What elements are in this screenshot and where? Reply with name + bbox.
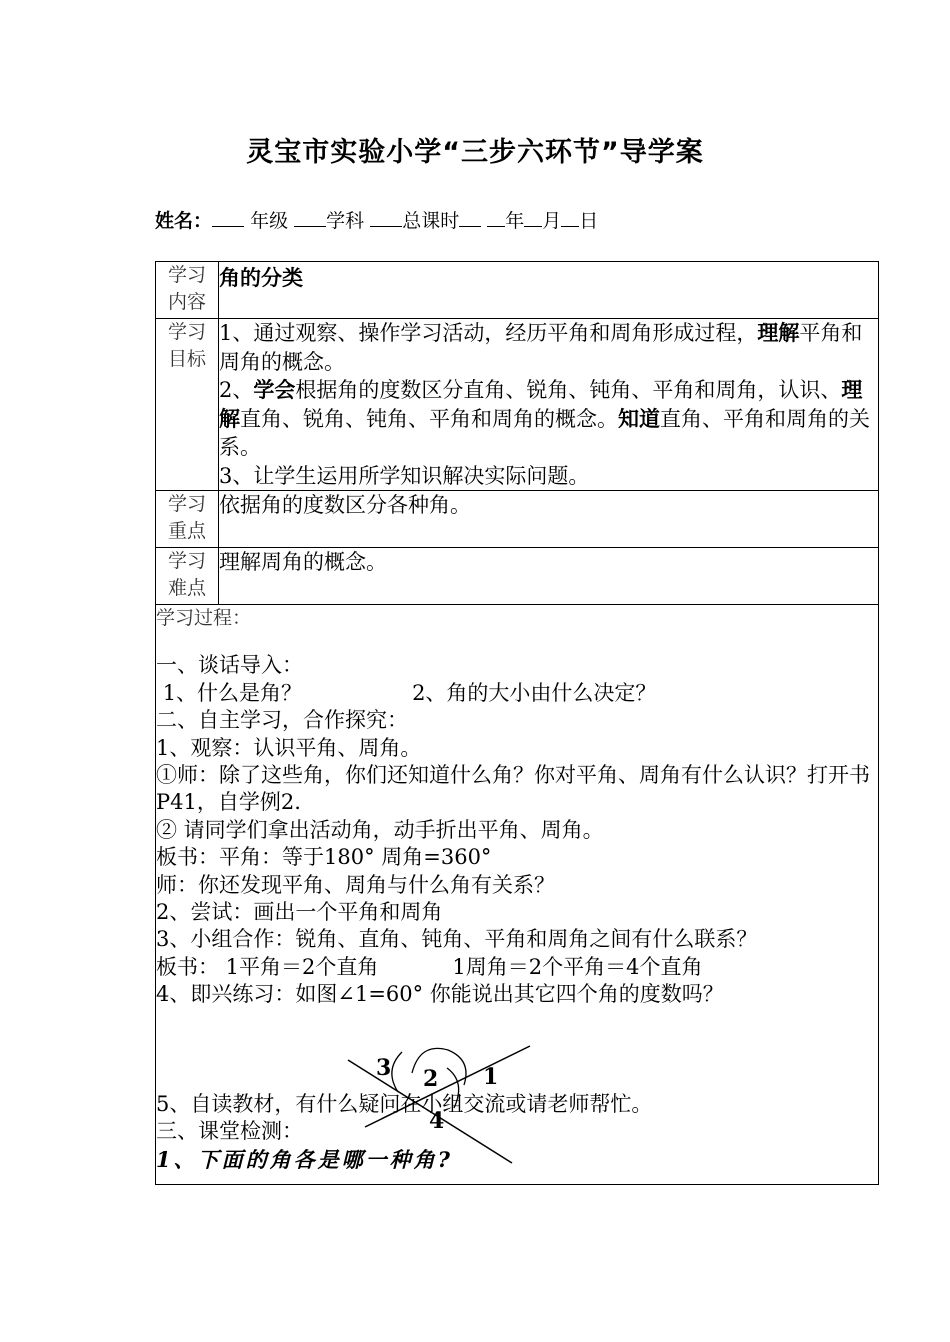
test-question-1: 1、下面的角各是哪一种角?: [156, 1146, 453, 1172]
process-heading: 学习过程：: [156, 607, 252, 629]
angle-label-2: 2: [423, 1066, 439, 1092]
section-test: 三、课堂检测：: [156, 1119, 303, 1144]
key-label: 学习 重点: [156, 491, 219, 548]
intro-questions: 1、什么是角？ 2、角的大小由什么决定？: [162, 680, 657, 705]
angle-1-arc: [447, 1068, 459, 1108]
row-content: [156, 262, 879, 319]
row-difficulty: [156, 548, 879, 605]
day-label: 日: [579, 210, 599, 232]
key-cell: 依据角的度数区分各种角。: [219, 491, 879, 548]
content-cell: [219, 262, 879, 319]
year-label: 年: [505, 210, 525, 232]
step-1-a: ①师：除了这些角，你们还知道什么角？你对平角、周角有什么认识？打开书P41，自学例2.: [156, 763, 870, 815]
hours-label: 总课时: [402, 210, 460, 232]
student-info-line: [155, 206, 598, 233]
year-blank[interactable]: [487, 206, 505, 227]
step-1-c: 板书：平角：等于180° 周角=360°: [156, 845, 492, 870]
name-label: 姓名：: [155, 210, 213, 232]
angle-label-1: 1: [483, 1064, 499, 1090]
difficulty-cell: 理解周角的概念。: [219, 548, 879, 605]
section-self-study: 二、自主学习，合作探究：: [156, 708, 408, 733]
goal-2: 2、学会根据角的度数区分直角、锐角、钝角、平角和周角，认识、理解直角、锐角、钝角、平角和周角的概念。知道直角、平角和周角的关系。: [219, 378, 870, 459]
angle-label-3: 3: [376, 1055, 392, 1081]
lesson-topic: 角的分类: [219, 266, 303, 290]
angle-diagram: [340, 1040, 540, 1170]
angle-label-4: 4: [429, 1108, 445, 1134]
goal-3: 3、让学生运用所学知识解决实际问题。: [219, 463, 590, 488]
angle-3-arc: [392, 1052, 402, 1092]
angle-2-arc: [412, 1048, 466, 1085]
grade-label: 年级: [250, 210, 289, 232]
name-blank[interactable]: [212, 206, 244, 227]
difficulty-label: 学习 难点: [156, 548, 219, 605]
subject-blank[interactable]: [370, 206, 402, 227]
step-4: 4、即兴练习：如图∠1=60° 你能说出其它四个角的度数吗？: [156, 982, 724, 1007]
step-1-b: ② 请同学们拿出活动角，动手折出平角、周角。: [156, 817, 604, 842]
month-blank[interactable]: [524, 206, 542, 227]
step-3: 3、小组合作：锐角、直角、钝角、平角和周角之间有什么联系？: [156, 927, 758, 952]
hours-blank[interactable]: [459, 206, 481, 227]
goal-1: 1、通过观察、操作学习活动，经历平角和周角形成过程，理解平角和周角的概念。: [219, 321, 863, 374]
goals-cell: [219, 319, 879, 491]
step-2: 2、尝试：画出一个平角和周角: [156, 900, 443, 925]
step-5: 5、自读教材，有什么疑问在小组交流或请老师帮忙。: [156, 1091, 653, 1116]
day-blank[interactable]: [561, 206, 579, 227]
step-1-d: 师：你还发现平角、周角与什么角有关系？: [156, 872, 555, 897]
row-goals: [156, 319, 879, 491]
grade-blank[interactable]: [294, 206, 326, 227]
row-key-point: [156, 491, 879, 548]
step-3-board: 板书： 1平角＝2个直角 1周角＝2个平角＝4个直角: [156, 954, 703, 979]
content-label: 学习 内容: [156, 262, 219, 319]
goals-label: 学习 目标: [156, 319, 219, 491]
section-intro: 一、谈话导入：: [156, 653, 303, 678]
document-title: 灵宝市实验小学“三步六环节”导学案: [246, 137, 704, 168]
step-1: 1、观察：认识平角、周角。: [156, 735, 422, 760]
month-label: 月: [542, 210, 562, 232]
subject-label: 学科: [326, 210, 365, 232]
